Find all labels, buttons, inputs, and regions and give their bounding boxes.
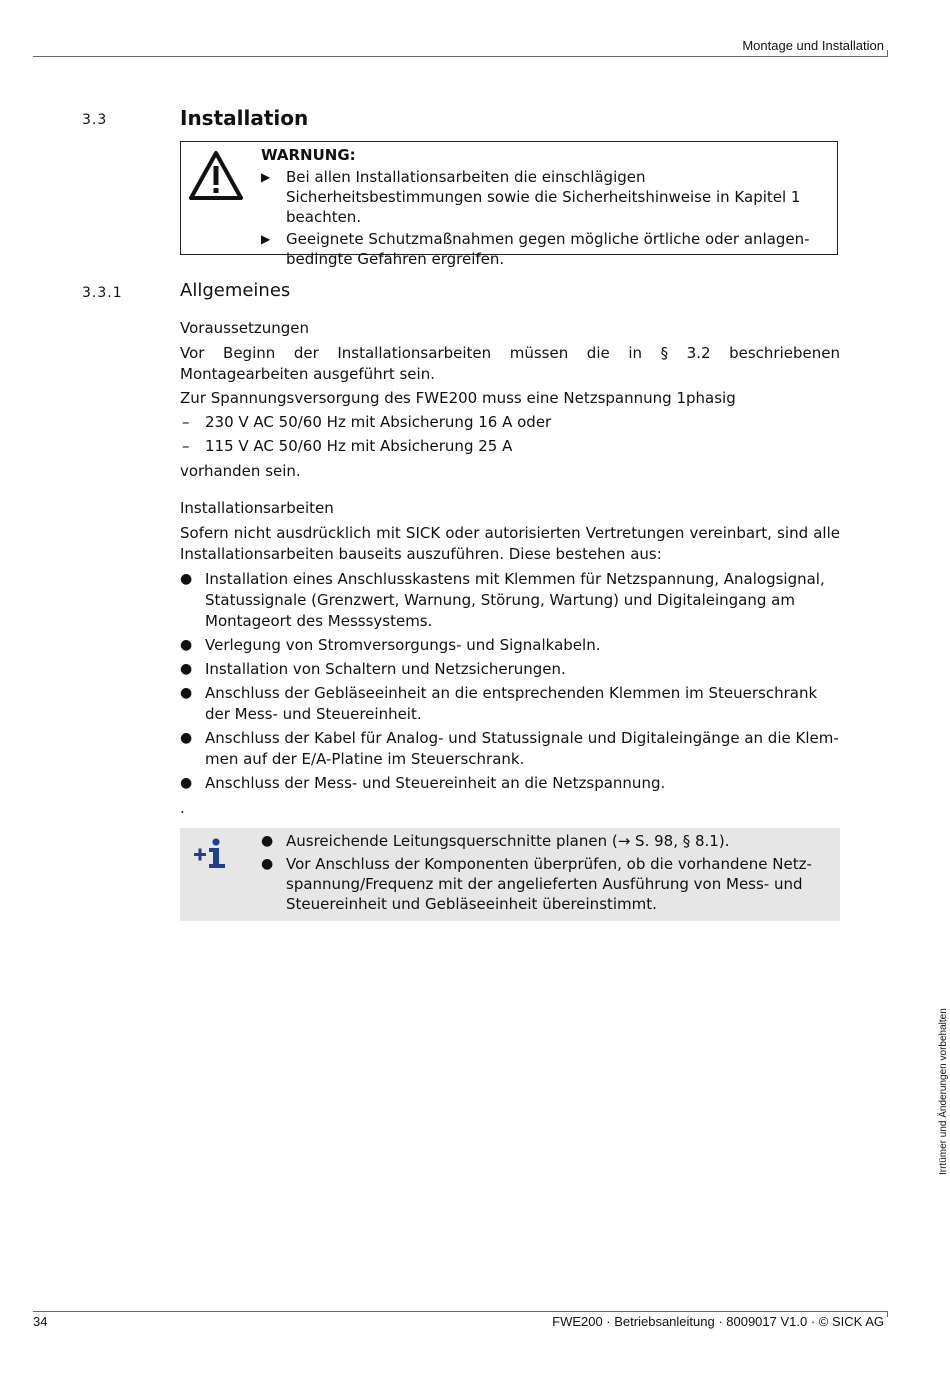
- list-item: ● Anschluss der Kabel für Analog- und Statussignale und Digitaleingänge an die Klemmen auf der E/A-Platine im Steuerschrank.: [180, 729, 839, 768]
- bullet-dot-icon: ●: [180, 571, 193, 587]
- header-divider: [33, 56, 888, 57]
- info-list: [261, 831, 831, 917]
- paragraph: Zur Spannungsversorgung des FWE200 muss eine Netzspannung 1phasig: [180, 389, 736, 407]
- list-item: ● Installation eines Anschlusskastens mit Klemmen für Netzspannung, Analogsignal, Statussignale (Grenzwert, Warnung, Störung, Wartung) und Digitaleingang am Montageort des Messsystems.: [180, 570, 825, 630]
- list-item: ● Ausreichende Leitungsquerschnitte planen (→ S. 98, § 8.1).: [261, 832, 730, 850]
- info-plus-icon: [194, 838, 228, 874]
- subsection-number: 3.3.1: [82, 285, 123, 301]
- paragraph: Vor Beginn der Installationsarbeiten müssen die in § 3.2 beschriebenen Montagearbeiten ausgeführt sein.: [180, 344, 840, 383]
- trailing-period: .: [180, 799, 185, 817]
- page-number: 34: [33, 1314, 48, 1329]
- paragraph: Sofern nicht ausdrücklich mit SICK oder autorisierten Vertretungen vereinbart, sind alle Installationsarbeiten bauseits auszuführen. Diese bestehen aus:: [180, 524, 840, 563]
- bullet-dot-icon: ●: [261, 833, 274, 849]
- running-header: Montage und Installation: [742, 38, 884, 53]
- bullet-triangle-icon: ▶: [261, 232, 271, 246]
- bullet-dot-icon: ●: [180, 637, 193, 653]
- paragraph: vorhanden sein.: [180, 462, 301, 480]
- warning-triangle-icon: [188, 150, 244, 206]
- bullet-dot-icon: ●: [180, 661, 193, 677]
- footer-divider-tick: [887, 1311, 888, 1317]
- bullet-dot-icon: ●: [180, 730, 193, 746]
- bullet-triangle-icon: ▶: [261, 170, 271, 184]
- header-divider-tick: [887, 50, 888, 56]
- list-item: ● Installation von Schaltern und Netzsicherungen.: [180, 660, 566, 678]
- bullet-dot-icon: ●: [180, 685, 193, 701]
- bullet-dot-icon: ●: [261, 856, 274, 872]
- list-item: ● Verlegung von Stromversorgungs- und Signalkabeln.: [180, 636, 601, 654]
- warning-title: WARNUNG:: [261, 146, 356, 164]
- list-item: ● Anschluss der Gebläseeinheit an die entsprechenden Klemmen im Steuerschrank der Mess- und Steuereinheit.: [180, 684, 818, 723]
- list-item: – 230 V AC 50/60 Hz mit Absicherung 16 A oder: [182, 413, 552, 431]
- subsection-title: Allgemeines: [180, 280, 291, 301]
- footer-document-info: FWE200 · Betriebsanleitung · 8009017 V1.0 · © SICK AG: [552, 1314, 884, 1329]
- section-number: 3.3: [82, 112, 108, 128]
- side-disclaimer: Irrtümer und Änderungen vorbehalten: [938, 1008, 949, 1175]
- list-item: ● Anschluss der Mess- und Steuereinheit an die Netzspannung.: [180, 774, 666, 792]
- warning-list: [261, 167, 836, 271]
- list-item: – 115 V AC 50/60 Hz mit Absicherung 25 A: [182, 437, 513, 455]
- bullet-dot-icon: ●: [180, 775, 193, 791]
- subheading-voraussetzungen: Voraussetzungen: [180, 319, 310, 337]
- list-item: ● Vor Anschluss der Komponenten überprüfen, ob die vorhandene Netzspannung/Frequenz mit der angelieferten Ausführung von Mess- und Steuereinheit und Gebläseeinheit übereinstimmt.: [261, 855, 812, 913]
- voltage-list: [180, 412, 840, 460]
- list-item: ▶ Bei allen Installationsarbeiten die einschlägigen Sicherheitsbestimmungen sowie die Sicherheitshinweise in Kapitel 1 beachten.: [261, 168, 801, 226]
- subheading-installationsarbeiten: Installationsarbeiten: [180, 499, 334, 517]
- section-title: Installation: [180, 106, 309, 130]
- footer-divider: [33, 1311, 888, 1312]
- tasks-list: [180, 569, 840, 797]
- list-item: ▶ Geeignete Schutzmaßnahmen gegen mögliche örtliche oder anlagenbedingte Gefahren ergreifen.: [261, 230, 810, 268]
